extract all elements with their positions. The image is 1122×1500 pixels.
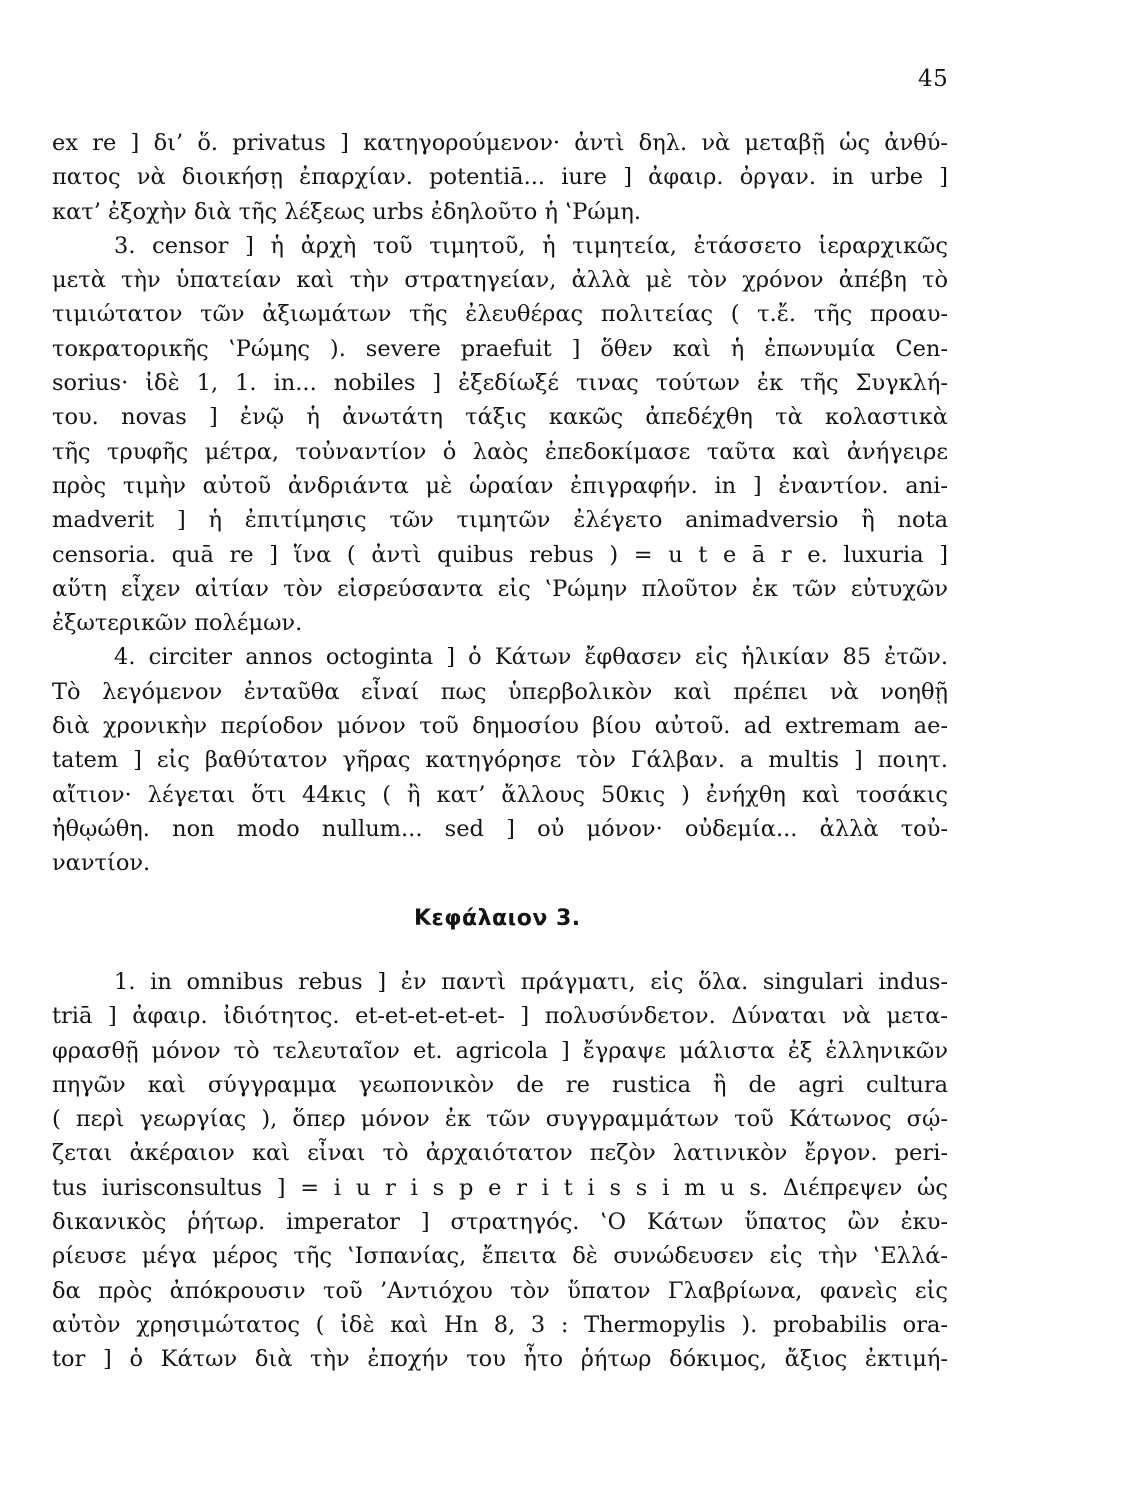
text-line: μετὰ τὴν ὑπατείαν καὶ τὴν στρατηγείαν, ἀλλὰ μὲ τὸν χρόνον ἀπέβη τὸ	[52, 267, 948, 294]
text-line: κατ’ ἐξοχὴν διὰ τῆς λέξεως urbs ἐδηλοῦτο ἡ ‛Ρώμη.	[52, 198, 642, 225]
text-line: 4. circiter annos octoginta ] ὁ Κάτων ἔφθασεν εἰς ἡλικίαν 85 ἐτῶν.	[114, 644, 948, 671]
text-line: τιμιώτατον τῶν ἀξιωμάτων τῆς ἐλευθέρας πολιτείας ( τ.ἔ. τῆς προαυ-	[52, 301, 948, 328]
text-line: δα πρὸς ἀπόκρουσιν τοῦ ’Αντιόχου τὸν ὕπατον Γλαβρίωνα, φανεὶς εἰς	[52, 1277, 948, 1304]
chapter-heading: Κεφάλαιον 3.	[414, 906, 581, 931]
text-line: ex re ] δι’ ὅ. privatus ] κατηγορούμενον· ἀντὶ δηλ. νὰ μεταβῇ ὡς ἀνθύ-	[52, 130, 948, 156]
text-line: τῆς τρυφῆς μέτρα, τοὐναντίον ὁ λαὸς ἐπεδοκίμασε ταῦτα καὶ ἀνήγειρε	[52, 438, 948, 465]
text-line: tatem ] εἰς βαθύτατον γῆρας κατηγόρησε τὸν Γάλβαν. a multis ] ποιητ.	[52, 747, 948, 774]
text-line: ἐξωτερικῶν πολέμων.	[52, 610, 303, 637]
text-line: φρασθῇ μόνον τὸ τελευταῖον et. agricola ] ἔγραψε μάλιστα ἐξ ἑλληνικῶν	[52, 1037, 948, 1064]
commentary-section-chapter-3	[52, 965, 948, 1377]
text-line: 3. censor ] ἡ ἀρχὴ τοῦ τιμητοῦ, ἡ τιμητεία, ἐτάσσετο ἱεραρχικῶς	[114, 232, 948, 259]
text-line: censoria. quā re ] ἵνα ( ἀντὶ quibus rebus ) = u t e ā r e. luxuria ]	[52, 541, 948, 568]
text-line: του. novas ] ἐνῷ ἡ ἀνωτάτη τάξις κακῶς ἀπεδέχθη τὰ κολαστικὰ	[52, 404, 948, 431]
commentary-section-chapter-2	[52, 126, 948, 881]
text-line: ναντίον.	[52, 850, 151, 877]
page-number: 45	[918, 66, 949, 92]
text-line: ( περὶ γεωργίας ), ὅπερ μόνον ἐκ τῶν συγγραμμάτων τοῦ Κάτωνος σῴ-	[52, 1106, 948, 1133]
text-line: πηγῶν καὶ σύγγραμμα γεωπονικὸν de re rustica ἢ de agri cultura	[52, 1071, 948, 1098]
text-line: δικανικὸς ῥήτωρ. imperator ] στρατηγός. ‛Ο Κάτων ὕπατος ὢν ἐκυ-	[52, 1209, 948, 1236]
text-line: 1. in omnibus rebus ] ἐν παντὶ πράγματι, εἰς ὅλα. singulari indus-	[114, 969, 948, 995]
text-line: tor ] ὁ Κάτων διὰ τὴν ἐποχήν του ἦτο ῥήτωρ δόκιμος, ἄξιος ἐκτιμή-	[52, 1346, 948, 1373]
text-line: πρὸς τιμὴν αὐτοῦ ἀνδριάντα μὲ ὡραίαν ἐπιγραφήν. in ] ἐναντίον. ani-	[52, 472, 948, 499]
text-line: πατος νὰ διοικήσῃ ἐπαρχίαν. potentiā... iure ] ἀφαιρ. ὀργαν. in urbe ]	[52, 164, 948, 191]
text-line: αὐτὸν χρησιμώτατος ( ἰδὲ καὶ Hn 8, 3 : Thermopylis ). probabilis ora-	[52, 1311, 948, 1338]
text-line: Τὸ λεγόμενον ἐνταῦθα εἶναί πως ὑπερβολικὸν καὶ πρέπει νὰ νοηθῇ	[52, 678, 948, 705]
text-line: triā ] ἀφαιρ. ἰδιότητος. et-et-et-et-et- ] πολυσύνδετον. Δύναται νὰ μετα-	[52, 1003, 948, 1030]
text-line: αἴτιον· λέγεται ὅτι 44κις ( ἢ κατ’ ἄλλους 50κις ) ἐνήχθη καὶ τοσάκις	[52, 781, 948, 808]
text-line: τοκρατορικῆς ‛Ρώμης ). severe praefuit ] ὅθεν καὶ ἡ ἐπωνυμία Cen-	[52, 335, 948, 362]
text-line: ζεται ἀκέραιον καὶ εἶναι τὸ ἀρχαιότατον πεζὸν λατινικὸν ἔργον. peri-	[52, 1140, 948, 1167]
text-line: madverit ] ἡ ἐπιτίμησις τῶν τιμητῶν ἐλέγετο animadversio ἢ nota	[52, 507, 948, 534]
text-line: ἠθῳώθη. non modo nullum... sed ] οὐ μόνον· οὐδεμία... ἀλλὰ τοὐ-	[52, 815, 948, 842]
text-line: διὰ χρονικὴν περίοδον μόνον τοῦ δημοσίου βίου αὐτοῦ. ad extremam ae-	[52, 713, 948, 740]
text-line: ρίευσε μέγα μέρος τῆς ‛Ισπανίας, ἔπειτα δὲ συνώδευσεν εἰς τὴν ‛Ελλά-	[52, 1243, 948, 1270]
text-line: tus iurisconsultus ] = i u r i s p e r i t i s s i m u s. Διέπρεψεν ὡς	[52, 1174, 948, 1201]
text-line: αὕτη εἶχεν αἰτίαν τὸν εἰσρεύσαντα εἰς ‛Ρώμην πλοῦτον ἐκ τῶν εὐτυχῶν	[52, 575, 948, 602]
text-line: sorius· ἰδὲ 1, 1. in... nobiles ] ἐξεδίωξέ τινας τούτων ἐκ τῆς Συγκλή-	[52, 370, 948, 397]
